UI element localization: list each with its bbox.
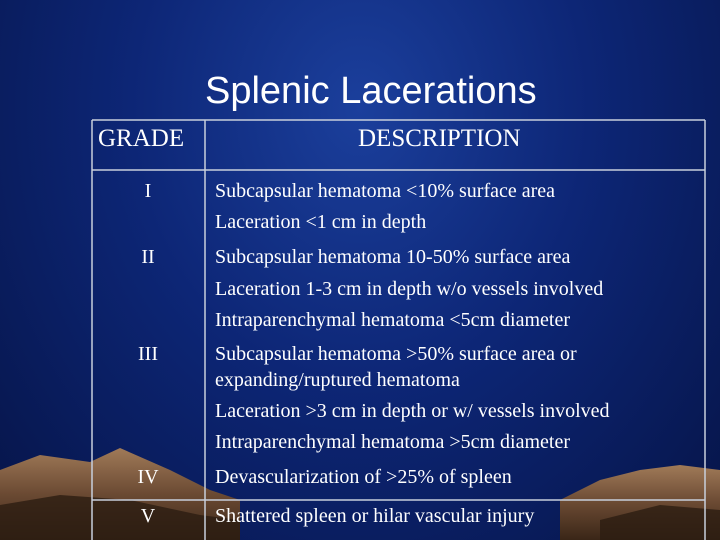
description-cell [215, 343, 610, 454]
grade-cell: III [138, 343, 158, 365]
description-line: Devascularization of >25% of spleen [215, 466, 512, 488]
description-line: Subcapsular hematoma <10% surface area [215, 180, 556, 202]
description-column-header: DESCRIPTION [358, 125, 521, 152]
grade-column-header: GRADE [98, 125, 185, 152]
slide-title: Splenic Lacerations [205, 70, 537, 112]
grade-cell: IV [137, 466, 159, 488]
description-cell [215, 505, 534, 528]
description-line: Intraparenchymal hematoma <5cm diameter [215, 309, 571, 331]
description-line: Laceration 1-3 cm in depth w/o vessels involved [215, 277, 604, 300]
description-cell [215, 246, 603, 332]
description-line: Intraparenchymal hematoma >5cm diameter [215, 431, 571, 453]
description-line: Laceration <1 cm in depth [215, 211, 427, 233]
description-cell [215, 466, 512, 489]
description-line: expanding/ruptured hematoma [215, 369, 460, 391]
description-line: Subcapsular hematoma >50% surface area or [215, 343, 577, 365]
description-cell [215, 180, 555, 234]
grade-cell: II [141, 246, 155, 268]
description-line: Subcapsular hematoma 10-50% surface area [215, 246, 571, 268]
description-line: Laceration >3 cm in depth or w/ vessels involved [215, 400, 610, 422]
description-line: Shattered spleen or hilar vascular injury [215, 505, 535, 527]
grade-cell: V [140, 505, 156, 527]
grade-cell: I [144, 180, 152, 202]
